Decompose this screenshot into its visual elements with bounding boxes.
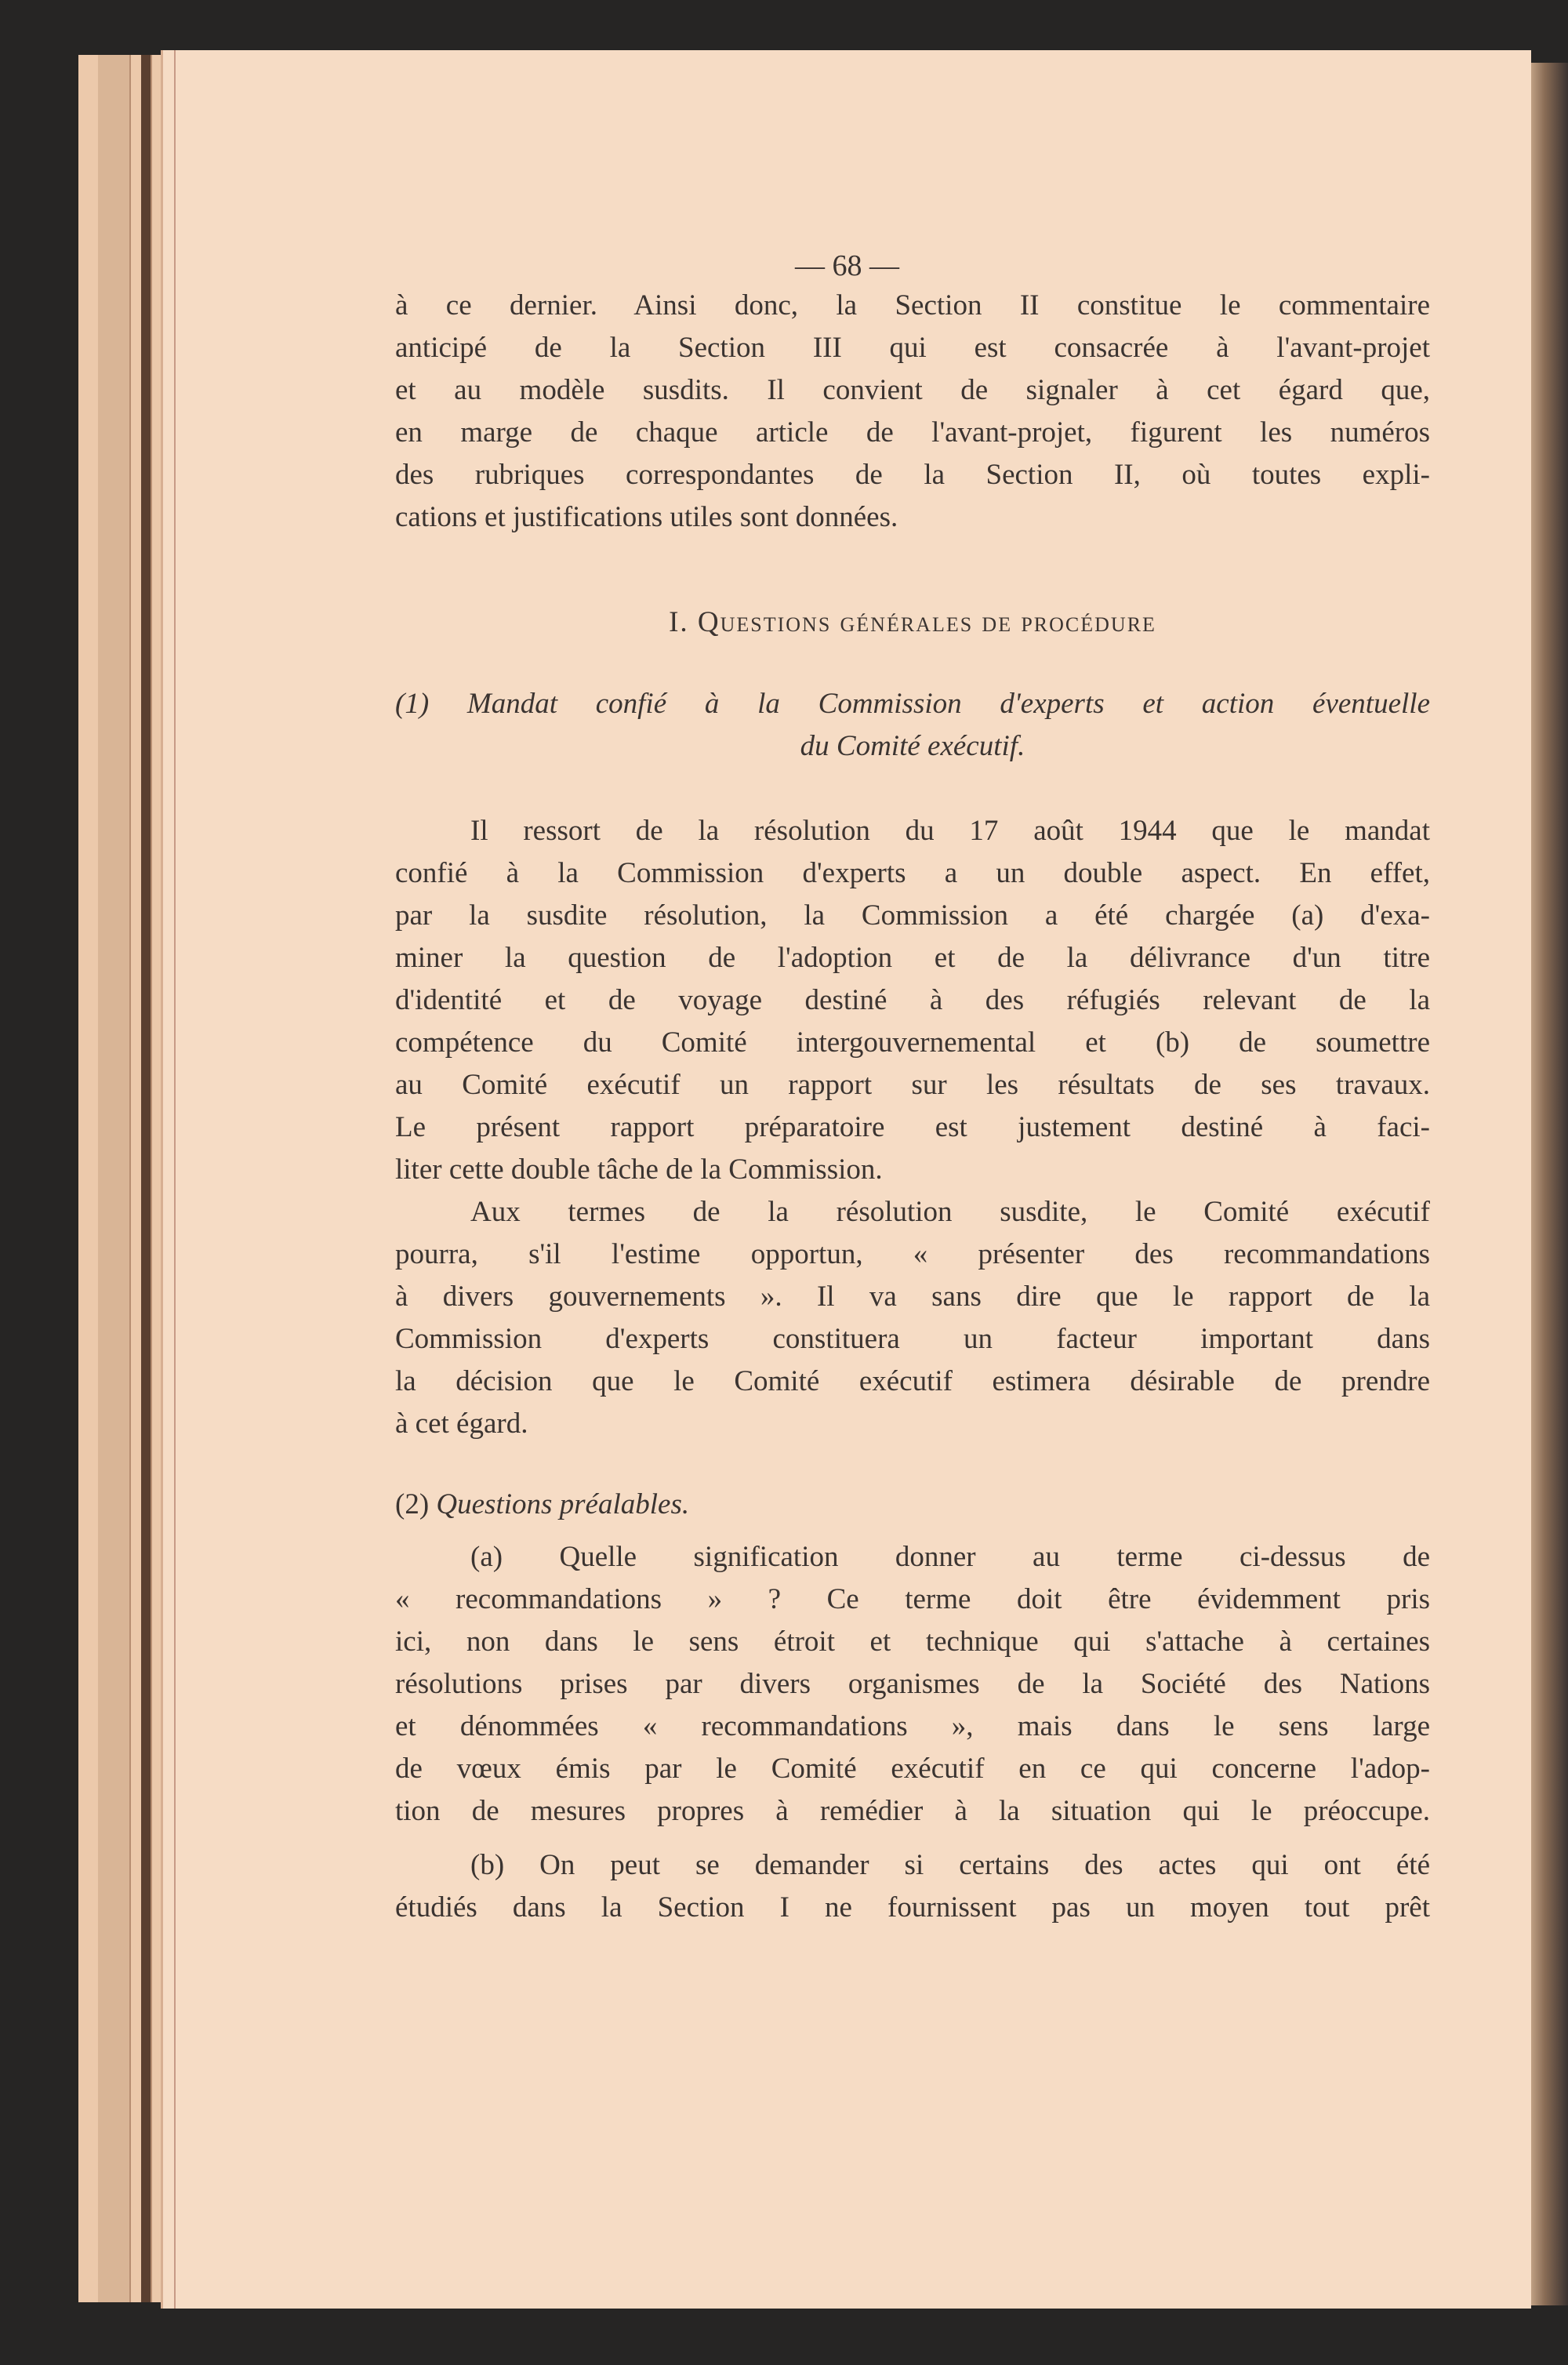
page-gap-shadow (141, 55, 152, 2302)
text-line: et dénommées « recommandations », mais dans le sens large (395, 1710, 1430, 1742)
text-line: Le présent rapport préparatoire est justement destiné à faci- (395, 1111, 1430, 1143)
text-line: miner la question de l'adoption et de la délivrance d'un titre (395, 942, 1430, 974)
text-line: résolutions prises par divers organismes de la Société des Nations (395, 1668, 1430, 1700)
text-line: I. Questions générales de procédure (669, 606, 1156, 638)
text-line: à ce dernier. Ainsi donc, la Section II constitue le commentaire (395, 289, 1430, 322)
text-line: au Comité exécutif un rapport sur les résultats de ses travaux. (395, 1069, 1430, 1101)
text-line: et au modèle susdits. Il convient de signaler à cet égard que, (395, 374, 1430, 406)
text-line: étudiés dans la Section I ne fournissent pas un moyen tout prêt (395, 1891, 1430, 1924)
text-line: confié à la Commission d'experts a un double aspect. En effet, (395, 857, 1430, 889)
text-line: liter cette double tâche de la Commission. (395, 1153, 883, 1186)
text-line: de vœux émis par le Comité exécutif en ce qui concerne l'adop- (395, 1753, 1430, 1785)
text-line: la décision que le Comité exécutif estimera désirable de prendre (395, 1365, 1430, 1397)
text-line: à divers gouvernements ». Il va sans dire que le rapport de la (395, 1281, 1430, 1313)
text-line: Aux termes de la résolution susdite, le Comité exécutif (470, 1196, 1430, 1228)
text-line: en marge de chaque article de l'avant-projet, figurent les numéros (395, 416, 1430, 449)
text-line: ici, non dans le sens étroit et technique qui s'attache à certaines (395, 1626, 1430, 1658)
page-stack-edge (98, 55, 131, 2302)
text-line: tion de mesures propres à remédier à la situation qui le préoccupe. (395, 1795, 1430, 1827)
text-line: (b) On peut se demander si certains des actes qui ont été (470, 1849, 1430, 1881)
text-line: (a) Quelle signification donner au terme ci-dessus de (470, 1541, 1430, 1573)
section-heading (395, 601, 1430, 644)
text-line: anticipé de la Section III qui est consacrée à l'avant-projet (395, 332, 1430, 364)
text-line: « recommandations » ? Ce terme doit être évidemment pris (395, 1583, 1430, 1615)
intro-paragraph (395, 285, 1430, 539)
text-line: Il ressort de la résolution du 17 août 1944 que le mandat (470, 815, 1430, 847)
page-number: — 68 — (795, 249, 899, 282)
paragraph-2a (395, 1536, 1430, 1833)
text-line: cations et justifications utiles sont données. (395, 501, 898, 533)
text-line: (1) Mandat confié à la Commission d'experts et action éventuelle (395, 688, 1430, 720)
text-line: Commission d'experts constituera un facteur important dans (395, 1323, 1430, 1355)
paragraph-1b (395, 1191, 1430, 1445)
paragraph-2b (395, 1844, 1430, 1929)
text-line: des rubriques correspondantes de la Section II, où toutes expli- (395, 459, 1430, 491)
paragraph-1a (395, 810, 1430, 1191)
text-line: (2) Questions préalables. (395, 1488, 690, 1520)
subheading-1 (395, 683, 1430, 768)
text-line: à cet égard. (395, 1408, 528, 1440)
text-line: du Comité exécutif. (800, 730, 1025, 762)
text-line: compétence du Comité intergouvernemental et (b) de soumettre (395, 1026, 1430, 1059)
text-line: pourra, s'il l'estime opportun, « présenter des recommandations (395, 1238, 1430, 1270)
facing-page-edge (1529, 63, 1568, 2305)
text-line: par la susdite résolution, la Commission a été chargée (a) d'exa- (395, 899, 1430, 932)
subheading-2 (395, 1484, 1430, 1526)
text-line: d'identité et de voyage destiné à des réfugiés relevant de la (395, 984, 1430, 1016)
